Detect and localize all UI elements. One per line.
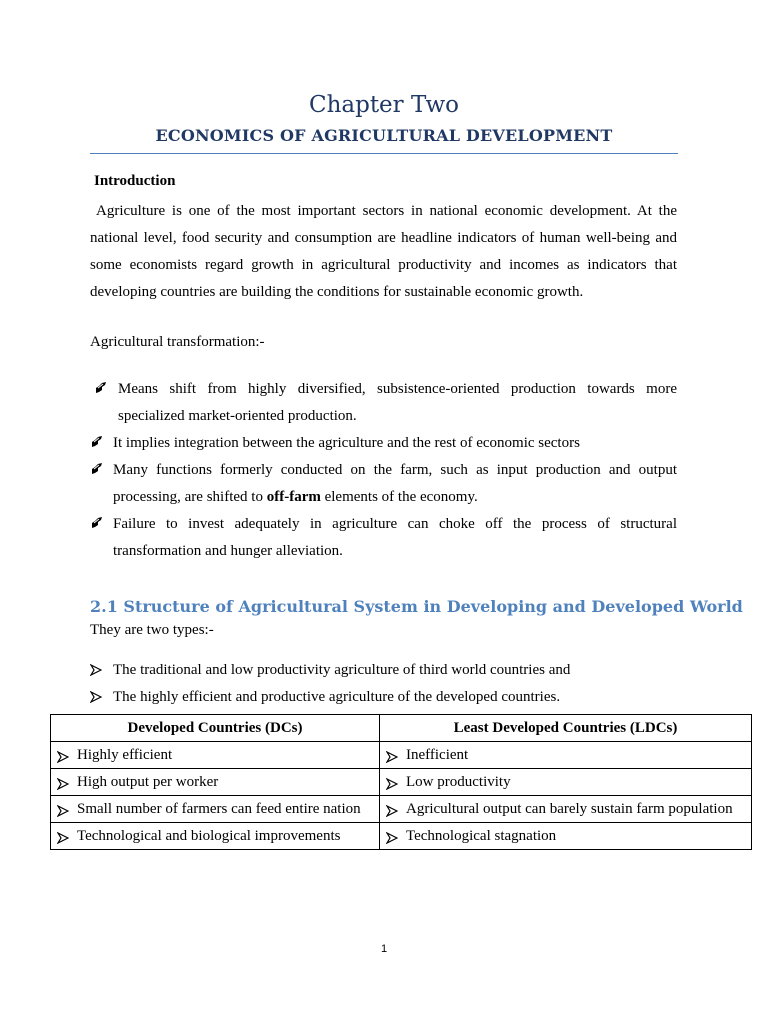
table-cell: Agricultural output can barely sustain farm population (380, 796, 752, 823)
arrowhead-bullet-icon (57, 805, 69, 817)
table-header-row (51, 715, 752, 742)
bullet-item (90, 430, 677, 457)
table-cell: Highly efficient (51, 742, 380, 769)
chapter-title: Chapter Two (308, 92, 460, 118)
table-row (51, 796, 752, 823)
bullet-text: Failure to invest adequately in agriculture can choke off the process of structural transformation and hunger alleviation. (113, 516, 677, 559)
arrowhead-bullet-icon (90, 664, 102, 676)
page-number: 1 (380, 943, 388, 955)
table-row (51, 742, 752, 769)
arrowhead-bullet-icon (57, 778, 69, 790)
table-cell: Low productivity (380, 769, 752, 796)
pointing-hand-icon (94, 380, 108, 394)
list-item (90, 657, 570, 684)
off-farm-emphasis: off-farm (266, 489, 321, 505)
arrowhead-bullet-icon (90, 691, 102, 703)
list-item-text: The traditional and low productivity agriculture of third world countries and (113, 662, 571, 678)
title-divider (90, 153, 678, 154)
table-cell: High output per worker (51, 769, 380, 796)
introduction-heading: Introduction (94, 173, 176, 189)
comparison-table (50, 714, 752, 850)
chapter-subtitle: ECONOMICS OF AGRICULTURAL DEVELOPMENT (155, 126, 613, 145)
section-intro: They are two types:- (90, 622, 214, 638)
transformation-label: Agricultural transformation:- (90, 334, 265, 350)
arrowhead-bullet-icon (57, 751, 69, 763)
pointing-hand-icon (90, 515, 104, 529)
bullet-text: Many functions formerly conducted on the farm, such as input production and output processing, are shifted to off-farm elements of the economy. (113, 462, 677, 505)
table-cell: Inefficient (380, 742, 752, 769)
table-cell: Technological and biological improvements (51, 823, 380, 850)
arrowhead-bullet-icon (386, 805, 398, 817)
bullet-item (90, 511, 677, 565)
arrowhead-bullet-icon (386, 832, 398, 844)
transformation-bullets (90, 376, 677, 565)
column-header-ldcs: Least Developed Countries (LDCs) (380, 715, 752, 742)
list-item (90, 684, 570, 711)
bullet-item (90, 376, 677, 430)
section-heading: 2.1 Structure of Agricultural System in Developing and Developed World (90, 597, 743, 616)
column-header-dcs: Developed Countries (DCs) (51, 715, 380, 742)
arrowhead-bullet-icon (57, 832, 69, 844)
table-row (51, 823, 752, 850)
bullet-text: It implies integration between the agriculture and the rest of economic sectors (113, 435, 580, 451)
table-cell: Technological stagnation (380, 823, 752, 850)
types-list (90, 657, 570, 711)
arrowhead-bullet-icon (386, 751, 398, 763)
introduction-paragraph: Agriculture is one of the most important sectors in national economic development. At the national level, food security and consumption are headline indicators of human well-being and some economists regard growth in agricultural productivity and incomes as indicators that developing countries are building the conditions for sustainable economic growth. (90, 203, 677, 300)
bullet-text: Means shift from highly diversified, subsistence-oriented production towards more specialized market-oriented production. (118, 381, 677, 424)
table-cell: Small number of farmers can feed entire nation (51, 796, 380, 823)
pointing-hand-icon (90, 434, 104, 448)
bullet-item (90, 457, 677, 511)
table-row (51, 769, 752, 796)
pointing-hand-icon (90, 461, 104, 475)
arrowhead-bullet-icon (386, 778, 398, 790)
list-item-text: The highly efficient and productive agriculture of the developed countries. (113, 689, 561, 705)
